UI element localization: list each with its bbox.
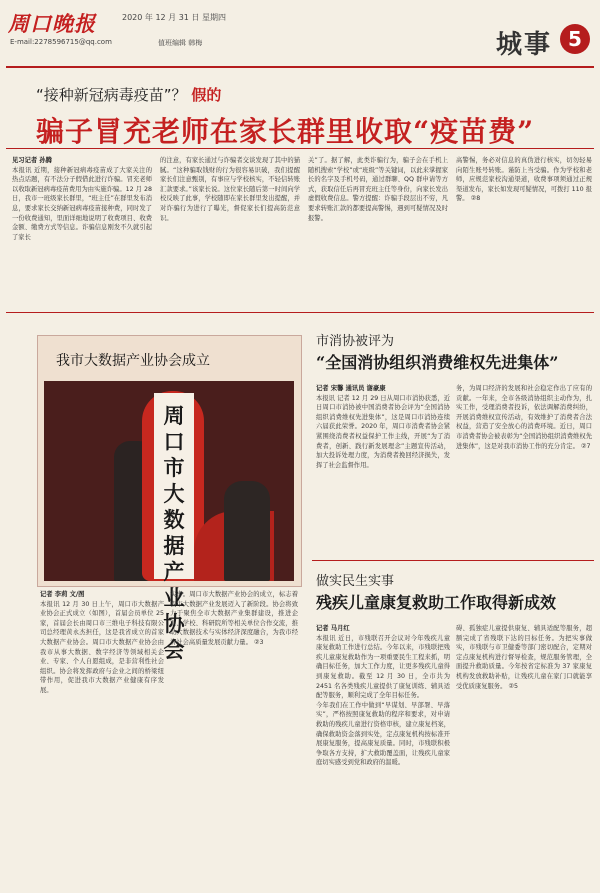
divider: [6, 312, 594, 313]
section-title: 城事: [496, 30, 553, 60]
lead-kicker-highlight: 假的: [191, 86, 222, 104]
photo-article-text-1: 本报讯 12 月 30 日上午，周口市大数据产业协会正式成立（如图），首届会员单位 25 家，首届会长由周口市三维电子科技有限公司总经理黄永杰担任，这是我省成立的首家大数据产业协会。周口市大数据产业协会由我市从事大数据、数字经济等领域相关企业、专家、个人自愿组成，是非营利性社会组织。协会将发挥政府与企业之间的桥梁纽带作用，促进我市大数据产业健康有序发展。: [40, 600, 164, 694]
rehab-kicker: 做实民生实事: [316, 574, 395, 589]
consumer-headline: “全国消协组织消费维权先进集体”: [316, 353, 559, 372]
masthead: [6, 6, 594, 68]
consumer-column-2: 务，为周口经济的发展和社会稳定作出了应有的贡献。一年来，全市各级消协组织主动作为，扎实工作，受理消费者投诉，依法调解消费纠纷，开展消费维权宣传活动，有效维护了消费者合法权益，营造了安全放心的消费环境。近日，周口市消费者协会被表彰为“全国消协组织消费维权先进集体”，这是对我市消协工作的充分肯定。 ②7: [456, 385, 592, 450]
lead-byline: 见习记者 孙腾: [12, 157, 52, 164]
lead-headline: 骗子冒充老师在家长群里收取“疫苗费”: [36, 115, 535, 148]
photo-article-byline: 记者 李莉 文/图: [40, 591, 85, 598]
lead-kicker-text: “接种新冠病毒疫苗”？: [36, 86, 187, 104]
page-number-badge: 5: [560, 24, 590, 54]
rehab-byline: 记者 马月红: [316, 625, 350, 632]
photo-banner-text: 周口市大数据产业协会: [163, 403, 185, 662]
consumer-text-1: 本报讯 记者 12 月 29 日从周口市消协获悉，近日周口市消协被中国消费者协会评为“全国消协组织消费维权先进集体”，这是周口市消协连续六届获此荣誉。2020 年，周口市消费者协会紧紧围绕消费者权益保护工作主线，开展“为了消费者，创新、践行新发展理念”主题宣传活动，加大投诉处理力度，为消费者挽回经济损失，发挥了社会监督作用。: [316, 394, 450, 469]
divider: [6, 148, 594, 149]
lead-column-1: [12, 156, 152, 306]
photo-article-title: 我市大数据产业协会成立: [56, 353, 210, 369]
rehab-text-1: 本报讯 近日，市残联召开会议对今年残疾儿童康复救助工作进行总结。今年以来，市残联把残疾儿童康复救助作为一项重要民生工程来抓，明确目标任务，加大工作力度，让更多残疾儿童得到康复救助。截至 12 月 30 日，全市共为 2451 名各类残疾儿童提供了康复训练、辅具适配等服务，顺利完成了全年目标任务。: [316, 634, 450, 700]
lead-column-4: 高警惕，务必对信息的真伪进行核实，切勿轻易向陌生账号转账。谨防上当受骗。作为学校和老师，应规范家校沟通渠道，收费事项须通过正规渠道发布，家长如发现可疑情况，可拨打 110 报警。 ②8: [456, 157, 592, 203]
editor-credits: 值班编辑 韩梅: [158, 39, 203, 47]
lead-column-2: 的注意，有家长通过与诈骗者交谈发现了其中的猫腻。“这种骗取钱财的行为很容易识破，我们提醒家长们注意甄别，有事应与学校核实，不轻信转账汇款要求。”该家长说。这位家长随后第一时间向学校反映了此事，学校随即在家长群里发出提醒，并对诈骗行为进行了曝光，督促家长们提高防范意识。: [160, 157, 300, 222]
lead-column-3: 关”了。据了解，此类诈骗行为，骗子会在手机上随机搜索“学校”或“班级”等关键词，以此来掌握家长的名字及手机号码，通过群聊、QQ 群申请等方式，获取信任后再冒充班主任等身份，向家长发出虚假收费信息。警方提醒：诈骗手段层出不穷，凡要求转账汇款的都要提高警惕，遇到可疑情况及时报警。: [308, 157, 448, 222]
contact-email: E-mail:2278596715@qq.com: [10, 38, 112, 46]
photo-person-right: [224, 481, 270, 581]
lead-text-1: 本报讯 近期，接种新冠病毒疫苗成了大家关注的热点话题，有不法分子假借此进行诈骗。冒充老师以收取新冠病毒疫苗费用为由实施诈骗。12 月 28 日，我市一班级家长群里，“班主任”在群里发布消息，要求家长交纳新冠病毒疫苗接种费，同时发了一份收费通知，里面详细地说明了收费项目、收费金额、缴费方式等信息。诈骗信息刚发不久就引起了家长: [12, 166, 152, 241]
divider: [312, 560, 594, 561]
photo-article-column-2: 实事。周口市大数据产业协会的成立，标志着我市大数据产业发展迈入了新阶段。协会将致力于聚焦全市大数据产业集群建设，推进企业、学校、科研院所等相关单位合作交流，推动大数据技术与实体经济深度融合，为我市经济社会高质量发展贡献力量。 ②3: [170, 591, 298, 646]
lead-kicker: [36, 84, 221, 105]
newspaper-logo: 周口晚报: [8, 11, 96, 36]
consumer-column-1: [316, 384, 450, 552]
issue-date: 2020 年 12 月 31 日 星期四: [122, 13, 226, 22]
photo-article-column-1: [40, 590, 164, 880]
consumer-byline: 记者 宋馨 通讯员 谢豪康: [316, 385, 386, 392]
rehab-column-2: 碍、孤独症儿童提供康复、辅具适配等服务，超额完成了省残联下达的目标任务。为把实事做实，市残联与市卫健委等部门密切配合，定期对定点康复机构进行督导检查，规范服务管理，全面提升救助质量。今年按省定标准为 37 家康复机构发放救助补贴，让残疾儿童在家门口就能享受优质康复服务。 ②5: [456, 625, 592, 690]
rehab-headline: 残疾儿童康复救助工作取得新成效: [316, 593, 557, 612]
rehab-column-1: [316, 624, 450, 882]
consumer-kicker: 市消协被评为: [316, 334, 395, 349]
rehab-text-2: 今年我们在工作中做到“早谋划、早部署、早落实”，严格按照康复救助的程序和要求，对申请救助的残疾儿童进行资格审核，建立康复档案，确保救助资金落到实处，定点康复机构按标准开展康复服务，提高康复质量。同时，市残联积极争取各方支持，扩大救助覆盖面，让残疾儿童家庭切实感受到党和政府的温暖。: [316, 701, 450, 767]
